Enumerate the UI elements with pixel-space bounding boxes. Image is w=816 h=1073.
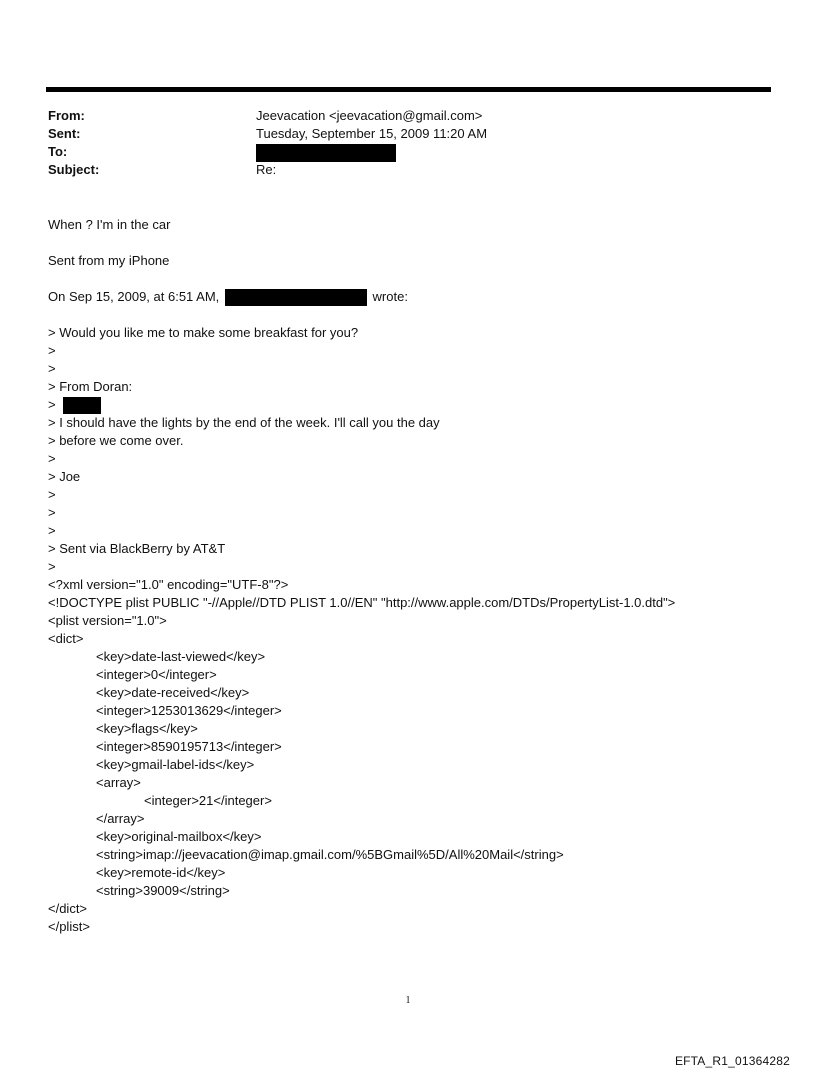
plist-line: <key>date-last-viewed</key> [96, 649, 266, 664]
plist-line: <key>flags</key> [96, 721, 198, 736]
quoted-message-bottom [48, 414, 675, 576]
quoted-line: > [48, 361, 56, 376]
attribution-suffix: wrote: [372, 289, 408, 304]
quoted-line: > [48, 505, 56, 520]
bates-number: EFTA_R1_01364282 [674, 1054, 790, 1068]
plist-line: <dict> [48, 631, 84, 646]
signature-line: Sent from my iPhone [48, 253, 170, 268]
plist-line: </array> [96, 811, 145, 826]
page-number: 1 [405, 995, 411, 1006]
plist-line: <integer>0</integer> [96, 667, 217, 682]
quoted-line: > [48, 343, 56, 358]
plist-line: <integer>1253013629</integer> [96, 703, 282, 718]
sent-row [48, 125, 487, 143]
attribution-prefix: On Sep 15, 2009, at 6:51 AM, [48, 289, 220, 304]
subject-row [48, 161, 487, 179]
from-value: Jeevacation <jeevacation@gmail.com> [256, 108, 483, 123]
plist-line: </dict> [48, 901, 88, 916]
plist-xml-block [48, 576, 675, 936]
plist-line: </plist> [48, 919, 90, 934]
subject-label: Subject: [48, 162, 100, 177]
plist-line: <array> [96, 775, 141, 790]
quoted-line: > Sent via BlackBerry by AT&T [48, 541, 226, 556]
to-value [256, 143, 396, 161]
quoted-redaction [63, 397, 101, 414]
quoted-line: > From Doran: [48, 379, 133, 394]
quote-marker: > [48, 397, 56, 412]
from-row [48, 107, 487, 125]
attribution-line [48, 288, 675, 306]
plist-line: <key>remote-id</key> [96, 865, 226, 880]
email-header [48, 107, 487, 179]
sent-value: Tuesday, September 15, 2009 11:20 AM [256, 126, 488, 141]
plist-line: <!DOCTYPE plist PUBLIC "-//Apple//DTD PLIST 1.0//EN" "http://www.apple.com/DTDs/PropertyList-1.0.dtd"> [48, 595, 676, 610]
plist-line: <integer>8590195713</integer> [96, 739, 282, 754]
plist-line: <key>gmail-label-ids</key> [96, 757, 255, 772]
to-redaction [256, 144, 396, 162]
plist-line: <key>date-received</key> [96, 685, 250, 700]
header-rule [46, 87, 771, 92]
quoted-line: > [48, 487, 56, 502]
quoted-line: > Would you like me to make some breakfast for you? [48, 325, 359, 340]
plist-line: <string>imap://jeevacation@imap.gmail.com/%5BGmail%5D/All%20Mail</string> [96, 847, 564, 862]
plist-line: <plist version="1.0"> [48, 613, 167, 628]
quoted-line: > before we come over. [48, 433, 184, 448]
plist-line: <integer>21</integer> [144, 793, 272, 808]
quoted-line: > Joe [48, 469, 81, 484]
to-label: To: [48, 144, 68, 159]
quoted-line: > [48, 523, 56, 538]
quoted-line: > I should have the lights by the end of the week. I'll call you the day [48, 415, 440, 430]
plist-line: <key>original-mailbox</key> [96, 829, 262, 844]
sent-label: Sent: [48, 126, 81, 141]
quoted-line: > [48, 559, 56, 574]
email-body [48, 216, 675, 936]
plist-line: <?xml version="1.0" encoding="UTF-8"?> [48, 577, 289, 592]
subject-value: Re: [256, 162, 277, 177]
quoted-message-top [48, 324, 675, 396]
quoted-redacted-line [48, 396, 675, 414]
to-row [48, 143, 487, 161]
sender-redaction [225, 289, 367, 306]
reply-line: When ? I'm in the car [48, 217, 171, 232]
plist-line: <string>39009</string> [96, 883, 230, 898]
from-label: From: [48, 108, 85, 123]
quoted-line: > [48, 451, 56, 466]
